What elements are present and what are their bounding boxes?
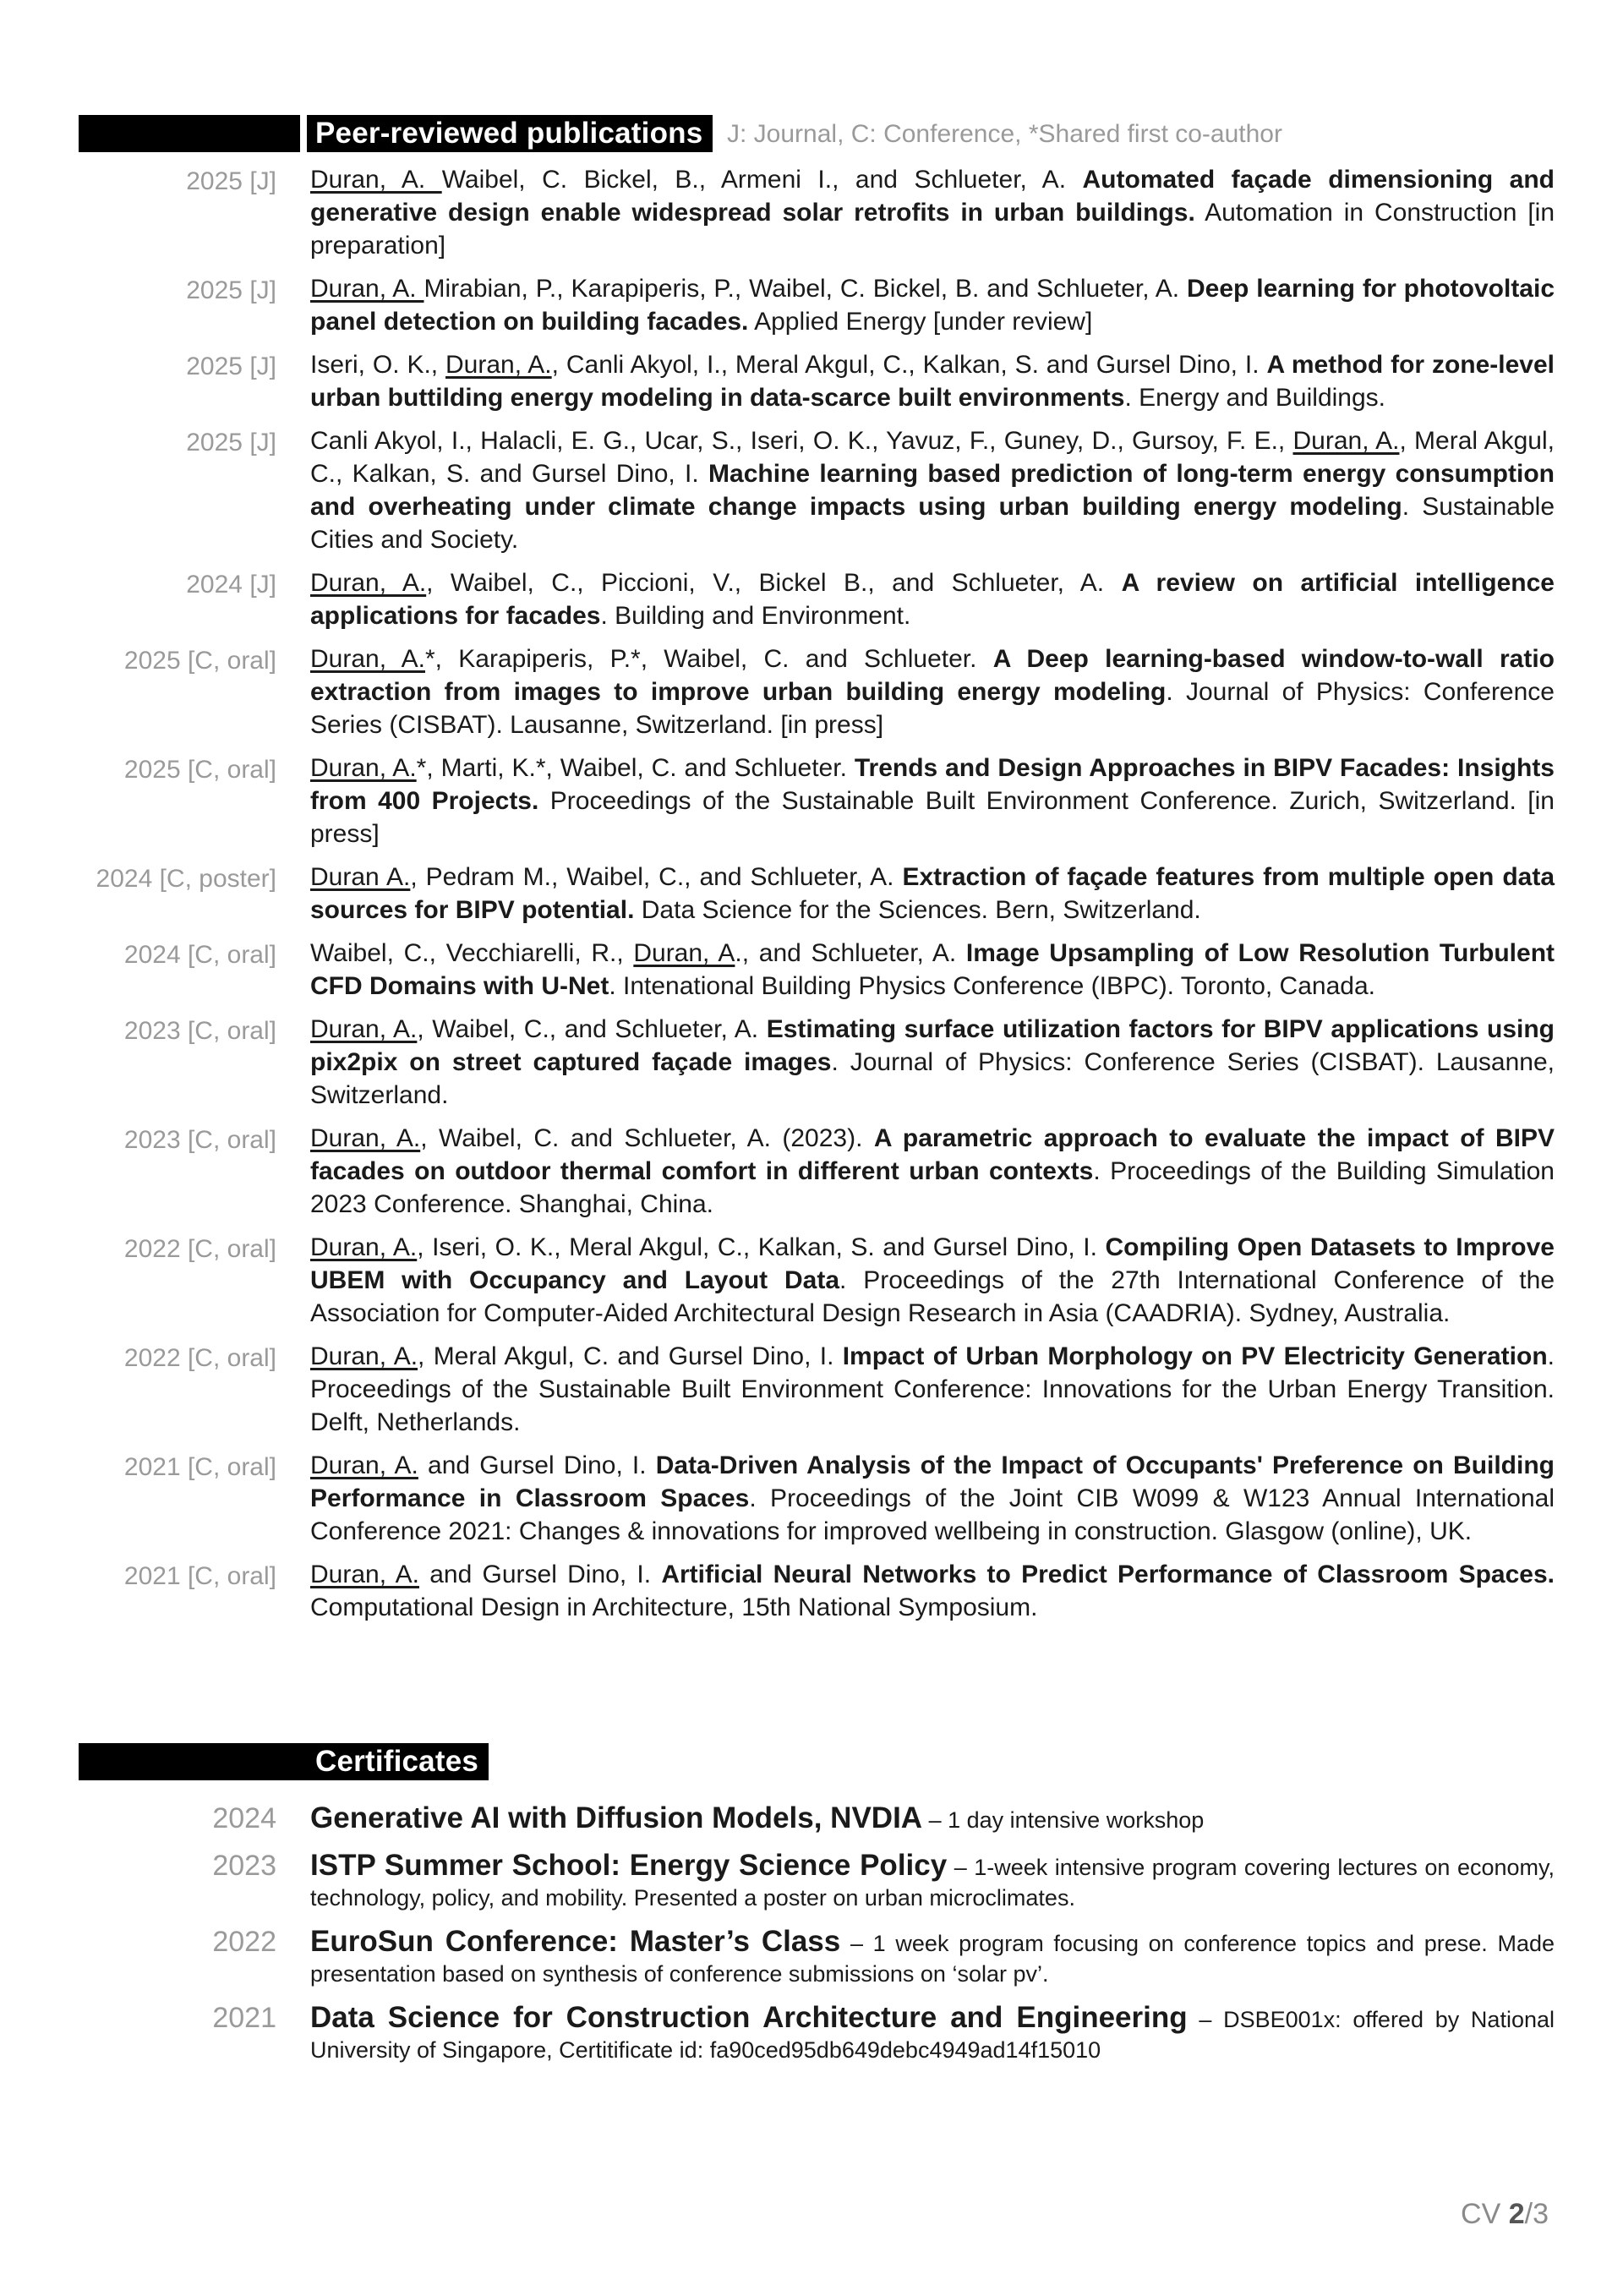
publication-venue: Automation in Construction [in preparation] bbox=[310, 199, 1555, 260]
publication-venue: . Building and Environment. bbox=[600, 602, 911, 630]
publication-citation bbox=[310, 1449, 1555, 1548]
publication-citation bbox=[310, 1231, 1555, 1330]
publication-year-type: 2022 [C, oral] bbox=[123, 1235, 276, 1263]
publication-coauthors: Mirabian, P., Karapiperis, P., Waibel, C. Bickel, B. and Schlueter, A. bbox=[424, 275, 1188, 303]
publication-venue: . Journal of Physics: Conference Series (CISBAT). Lausanne, Switzerland. [in press] bbox=[310, 678, 1555, 739]
publication-citation bbox=[310, 566, 1555, 632]
publication-year-type: 2025 [J] bbox=[186, 429, 276, 456]
publication-coauthors: , Waibel, C., Piccioni, V., Bickel B., and Schlueter, A. bbox=[426, 569, 1122, 597]
publication-coauthors: , Meral Akgul, C., Kalkan, S. and Gursel Dino, I. bbox=[310, 427, 1555, 488]
publication-title: A method for zone-level urban buttilding energy modeling in data-scarce built environments bbox=[310, 351, 1555, 412]
certificates-section-header bbox=[79, 1743, 1558, 1780]
publication-main-author: Duran, A. bbox=[310, 1342, 418, 1370]
publication-title: Extraction of façade features from multiple open data sources for BIPV potential. bbox=[310, 863, 1555, 924]
publication-citation bbox=[310, 642, 1555, 741]
publication-title: A parametric approach to evaluate the impact of BIPV facades on outdoor thermal comfort in different urban contexts bbox=[310, 1124, 1555, 1185]
certificate-entry bbox=[0, 1924, 1623, 1988]
publication-entry bbox=[0, 163, 1623, 262]
publication-coauthors: , Waibel, C., and Schlueter, A. bbox=[417, 1015, 767, 1043]
publication-coauthors: , Pedram M., Waibel, C., and Schlueter, A. bbox=[410, 863, 903, 891]
certificate-description: – 1 day intensive workshop bbox=[922, 1807, 1205, 1833]
publication-year-type: 2023 [C, oral] bbox=[123, 1017, 276, 1045]
publication-citation bbox=[310, 1013, 1555, 1112]
publication-citation bbox=[310, 861, 1555, 927]
publication-citation bbox=[310, 937, 1555, 1003]
page-number bbox=[1461, 2198, 1549, 2231]
publication-main-author: Duran, A. bbox=[310, 275, 424, 303]
publication-title: Estimating surface utilization factors for BIPV applications using pix2pix on street captured façade images bbox=[310, 1015, 1555, 1076]
certificate-description: – 1-week intensive program covering lectures on economy, technology, policy, and mobility. Presented a poster on urban microclimates. bbox=[310, 1855, 1555, 1911]
publication-year-type: 2025 [C, oral] bbox=[123, 756, 276, 784]
publications-legend-note: J: Journal, C: Conference, *Shared first co-author bbox=[727, 120, 1282, 148]
publication-citation bbox=[310, 752, 1555, 850]
section-header-bar bbox=[79, 115, 300, 152]
certificate-entry bbox=[0, 1801, 1623, 1836]
publication-title: Machine learning based prediction of long-term energy consumption and overheating under climate change impacts using urban building energy modeling bbox=[310, 460, 1555, 521]
publication-year-type: 2024 [C, oral] bbox=[123, 941, 276, 969]
publication-entry bbox=[0, 642, 1623, 741]
certificate-description: – DSBE001x: offered by National University of Singapore, Certitificate id: fa90ced95db649debc4949ad14f15010 bbox=[310, 2007, 1555, 2063]
publication-entry bbox=[0, 424, 1623, 556]
publication-year-type: 2024 [C, poster] bbox=[96, 865, 276, 893]
certificate-details bbox=[310, 1924, 1555, 1988]
publication-entry bbox=[0, 1013, 1623, 1112]
publication-coauthors: and Gursel Dino, I. bbox=[418, 1561, 662, 1588]
publication-venue: Data Science for the Sciences. Bern, Switzerland. bbox=[634, 896, 1201, 924]
publication-title: Data-Driven Analysis of the Impact of Occupants' Preference on Building Performance in Classroom Spaces bbox=[310, 1451, 1555, 1512]
publication-main-author: Duran, A. bbox=[310, 1124, 421, 1152]
publication-entry bbox=[0, 937, 1623, 1003]
publication-coauthors: Waibel, C., Vecchiarelli, R., bbox=[310, 939, 634, 967]
publication-title: Trends and Design Approaches in BIPV Facades: Insights from 400 Projects. bbox=[310, 754, 1555, 815]
publication-title: Impact of Urban Morphology on PV Electricity Generation bbox=[842, 1342, 1548, 1370]
publication-citation bbox=[310, 1558, 1555, 1624]
publication-title: Image Upsampling of Low Resolution Turbulent CFD Domains with U-Net bbox=[310, 939, 1555, 1000]
publication-entry bbox=[0, 1558, 1623, 1624]
publication-coauthors: ., and Schlueter, A. bbox=[735, 939, 966, 967]
certificate-title: EuroSun Conference: Master’s Class bbox=[310, 1925, 841, 1958]
publication-entry bbox=[0, 1231, 1623, 1330]
certificate-title: Generative AI with Diffusion Models, NVDIA bbox=[310, 1801, 923, 1834]
publication-coauthors: , Iseri, O. K., Meral Akgul, C., Kalkan, S. and Gursel Dino, I. bbox=[417, 1233, 1106, 1261]
certificates-heading: Certificates bbox=[307, 1743, 489, 1780]
publication-main-author: Duran A. bbox=[310, 863, 411, 891]
publication-coauthors: , Canli Akyol, I., Meral Akgul, C., Kalkan, S. and Gursel Dino, I. bbox=[551, 351, 1267, 379]
publication-venue: . Proceedings of the Building Simulation 2023 Conference. Shanghai, China. bbox=[310, 1157, 1555, 1218]
certificate-details bbox=[310, 2000, 1555, 2064]
publication-main-author: Duran, A. bbox=[310, 1561, 419, 1588]
certificate-title: ISTP Summer School: Energy Science Policy bbox=[310, 1849, 948, 1882]
publication-main-author: Duran, A. bbox=[445, 351, 552, 379]
publication-title: Artificial Neural Networks to Predict Performance of Classroom Spaces. bbox=[661, 1561, 1555, 1588]
publication-coauthors: *, Karapiperis, P.*, Waibel, C. and Schlueter. bbox=[424, 645, 993, 673]
publications-list bbox=[0, 163, 1623, 1634]
publication-entry bbox=[0, 348, 1623, 414]
publication-coauthors: , Waibel, C. and Schlueter, A. (2023). bbox=[420, 1124, 874, 1152]
publications-heading: Peer-reviewed publications bbox=[307, 115, 713, 152]
publication-coauthors: and Gursel Dino, I. bbox=[418, 1451, 656, 1479]
publication-main-author: Duran, A. bbox=[310, 1233, 418, 1261]
publication-citation bbox=[310, 348, 1555, 414]
certificate-description: – 1 week program focusing on conference topics and prese. Made presentation based on synthesis of conference submissions on ‘solar pv’. bbox=[310, 1931, 1555, 1987]
publication-citation bbox=[310, 272, 1555, 338]
publication-citation bbox=[310, 1340, 1555, 1439]
publication-citation bbox=[310, 1122, 1555, 1221]
publication-main-author: Duran, A. bbox=[310, 1015, 418, 1043]
publication-coauthors: *, Marti, K.*, Waibel, C. and Schlueter. bbox=[416, 754, 855, 782]
publication-venue: . Proceedings of the Joint CIB W099 & W123 Annual International Conference 2021: Changes & innovations for improved wellbeing in construction. Glasgow (online), UK. bbox=[310, 1484, 1555, 1545]
publication-venue: . Proceedings of the Sustainable Built Environment Conference: Innovations for the Urban Energy Transition. Delft, Netherlands. bbox=[310, 1342, 1555, 1436]
certificate-entry bbox=[0, 2000, 1623, 2064]
publication-year-type: 2025 [C, oral] bbox=[123, 647, 276, 675]
publication-venue: Applied Energy [under review] bbox=[748, 308, 1093, 336]
publication-entry bbox=[0, 272, 1623, 338]
certificate-title: Data Science for Construction Architecture and Engineering bbox=[310, 2001, 1188, 2034]
section-header-bar bbox=[79, 1743, 315, 1780]
publication-entry bbox=[0, 752, 1623, 850]
certificate-details bbox=[310, 1801, 1555, 1836]
publication-title: Automated façade dimensioning and generative design enable widespread solar retrofits in urban buildings. bbox=[310, 166, 1555, 227]
publication-venue: . Journal of Physics: Conference Series (CISBAT). Lausanne, Switzerland. bbox=[310, 1048, 1555, 1109]
publication-entry bbox=[0, 1449, 1623, 1548]
publication-coauthors: , Meral Akgul, C. and Gursel Dino, I. bbox=[418, 1342, 843, 1370]
publication-main-author: Duran, A. bbox=[310, 166, 442, 194]
publication-citation bbox=[310, 163, 1555, 262]
publication-main-author: Duran, A. bbox=[310, 645, 425, 673]
publication-main-author: Duran, A. bbox=[310, 754, 417, 782]
publication-year-type: 2025 [J] bbox=[186, 353, 276, 380]
publication-main-author: Duran, A. bbox=[310, 1451, 418, 1479]
publication-entry bbox=[0, 1340, 1623, 1439]
publication-venue: . Intenational Building Physics Conference (IBPC). Toronto, Canada. bbox=[609, 972, 1375, 1000]
certificate-entry bbox=[0, 1848, 1623, 1912]
publication-entry bbox=[0, 566, 1623, 632]
publication-year-type: 2022 [C, oral] bbox=[123, 1344, 276, 1372]
publication-year-type: 2021 [C, oral] bbox=[123, 1562, 276, 1590]
certificate-year: 2021 bbox=[212, 2002, 276, 2034]
publication-venue: . Proceedings of the 27th International Conference of the Association for Computer-Aided Architectural Design Research in Asia (CAADRIA). Sydney, Australia. bbox=[310, 1266, 1555, 1327]
publication-venue: . Energy and Buildings. bbox=[1124, 384, 1385, 412]
publication-year-type: 2021 [C, oral] bbox=[123, 1453, 276, 1481]
publication-venue: Proceedings of the Sustainable Built Environment Conference. Zurich, Switzerland. [in press] bbox=[310, 787, 1555, 848]
publication-title: Compiling Open Datasets to Improve UBEM with Occupancy and Layout Data bbox=[310, 1233, 1555, 1294]
publication-citation bbox=[310, 424, 1555, 556]
publication-coauthors: Canli Akyol, I., Halacli, E. G., Ucar, S., Iseri, O. K., Yavuz, F., Guney, D., Gursoy, F. E., bbox=[310, 427, 1293, 455]
publications-section-header bbox=[79, 115, 1558, 152]
publication-coauthors: Iseri, O. K., bbox=[310, 351, 446, 379]
certificate-year: 2022 bbox=[212, 1926, 276, 1958]
certificate-year: 2023 bbox=[212, 1850, 276, 1882]
certificate-year: 2024 bbox=[212, 1802, 276, 1834]
page-total: /3 bbox=[1524, 2198, 1549, 2230]
page-prefix: CV bbox=[1461, 2198, 1509, 2230]
publication-main-author: Duran, A. bbox=[310, 569, 427, 597]
publication-title: A review on artificial intelligence applications for facades bbox=[310, 569, 1555, 630]
publication-year-type: 2025 [J] bbox=[186, 167, 276, 195]
certificate-details bbox=[310, 1848, 1555, 1912]
current-page: 2 bbox=[1508, 2198, 1525, 2230]
publication-venue: Computational Design in Architecture, 15th National Symposium. bbox=[310, 1594, 1038, 1621]
publication-venue: . Sustainable Cities and Society. bbox=[310, 493, 1555, 554]
certificates-list bbox=[0, 1801, 1623, 2076]
publication-title: Deep learning for photovoltaic panel detection on building facades. bbox=[310, 275, 1555, 336]
publication-entry bbox=[0, 1122, 1623, 1221]
publication-year-type: 2025 [J] bbox=[186, 276, 276, 304]
publication-title: A Deep learning-based window-to-wall ratio extraction from images to improve urban building energy modeling bbox=[310, 645, 1555, 706]
publication-coauthors: Waibel, C. Bickel, B., Armeni I., and Schlueter, A. bbox=[441, 166, 1083, 194]
publication-year-type: 2024 [J] bbox=[186, 571, 276, 599]
publication-main-author: Duran, A. bbox=[1292, 427, 1400, 455]
publication-year-type: 2023 [C, oral] bbox=[123, 1126, 276, 1154]
publication-main-author: Duran, A bbox=[633, 939, 735, 967]
publication-entry bbox=[0, 861, 1623, 927]
